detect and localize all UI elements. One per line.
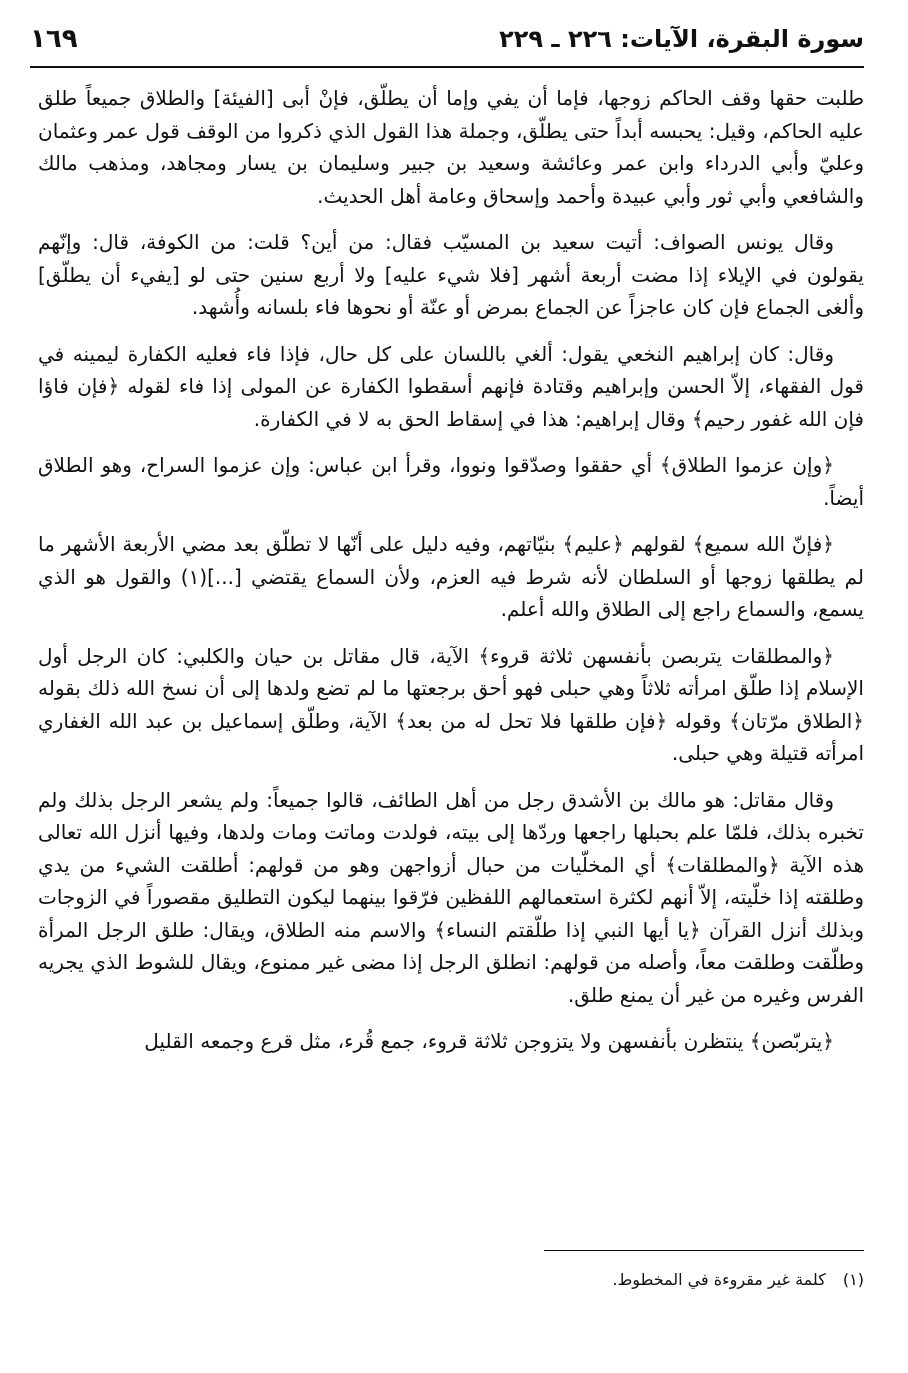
footnote [200,1268,864,1292]
page-body [38,82,864,1058]
paragraph: وقال مقاتل: هو مالك بن الأشدق رجل من أهل الطائف، قالوا جميعاً: ولم يشعر الرجل بذلك ولم تخبره بذلك، فلمّا علم بحبلها راجعها وردّها إلى بيته، فولدت وماتت ومات ولدها، وفيها أنزل الله تعالى هذه الآية ﴿والمطلقات﴾ أي المخلّيات من حبال أزواجهن وهو من قولهم: أطلقت الشيء من يدي وطلقته إذا خلّيته، إلاّ أنهم لكثرة استعمالهم اللفظين فرّقوا بينهما ليكون التطليق مقصوراً في الزوجات وبذلك أنزل القرآن ﴿يا أيها النبي إذا طلّقتم النساء﴾ والاسم منه الطلاق، ويقال: طلق الرجل المرأة وطلّقت وطلقت معاً، وأصله من قولهم: انطلق الرجل إذا مضى غير ممنوع، ويقال للشوط الذي يجريه الفرس وغيره من غير أن يمنع طلق. [38,787,864,1007]
paragraph: طلبت حقها وقف الحاكم زوجها، فإما أن يفي وإما أن يطلّق، فإنْ أبى [الفيئة] والطلاق جميعاً طلق عليه الحاكم، وقيل: يحبسه أبداً حتى يطلّق، وجملة هذا القول الذي ذكروا من الوقف قول عمر وعثمان وعليّ وأبي الدرداء وابن عمر وعائشة وسعيد بن جبير وسليمان بن يسار ومجاهد، ومذهب مالك والشافعي وأبي ثور وأبي عبيدة وأحمد وإسحاق وعامة أهل الحديث. [38,86,864,208]
page-number: ١٦٩ [30,24,78,54]
page-header [30,14,864,64]
header-divider [30,66,864,68]
running-title: سورة البقرة، الآيات: ٢٢٦ ـ ٢٢٩ [499,25,864,53]
footnote-divider [544,1250,864,1251]
paragraph: وقال: كان إبراهيم النخعي يقول: ألغي باللسان على كل حال، فإذا فاء فعليه الكفارة ليمينه في قول الفقهاء، إلاّ الحسن وإبراهيم وقتادة فإنهم أسقطوا الكفارة عن المولى إذا فاء لقوله ﴿فإن فاؤا فإن الله غفور رحيم﴾ وقال إبراهيم: هذا في إسقاط الحق به لا في الكفارة. [38,341,864,431]
footnote-text: كلمة غير مقروءة في المخطوط. [612,1270,826,1289]
paragraph: ﴿والمطلقات يتربصن بأنفسهن ثلاثة قروء﴾ الآية، قال مقاتل بن حيان والكلبي: كان الرجل أول الإسلام إذا طلّق امرأته ثلاثاً وهي حبلى فهو أحق برجعتها ما لم تضع ولدها إلى أن نسخ الله ذلك بقوله ﴿الطلاق مرّتان﴾ وقوله ﴿فإن طلقها فلا تحل له من بعد﴾ الآية، وطلّق إسماعيل بن عبد الله الغفاري امرأته قتيلة وهي حبلى. [38,643,864,765]
paragraph: ﴿وإن عزموا الطلاق﴾ أي حققوا وصدّقوا ونووا، وقرأ ابن عباس: وإن عزموا السراح، وهو الطلاق أيضاً. [38,453,864,510]
paragraph: وقال يونس الصواف: أتيت سعيد بن المسيّب فقال: من أين؟ قلت: من الكوفة، قال: وإنّهم يقولون في الإيلاء إذا مضت أربعة أشهر [فلا شيء عليه] ولا أربع سنين حتى لو [يفيء أن يطلّق] وألغى الجماع فإن كان عاجزاً عن الجماع بمرض أو عنّة أو نحوها فاء بلسانه وأُشهد. [38,230,864,319]
paragraph: ﴿فإنّ الله سميع﴾ لقولهم ﴿عليم﴾ بنيّاتهم، وفيه دليل على أنّها لا تطلّق بعد مضي الأربعة الأشهر ما لم يطلقها زوجها أو السلطان لأنه شرط فيه العزم، ولأن السماع يقتضي [...](١) والقول هو الذي يسمع، والسماع راجع إلى الطلاق والله أعلم. [38,532,864,621]
paragraph: ﴿يتربّصن﴾ ينتظرن بأنفسهن ولا يتزوجن ثلاثة قروء، جمع قُرء، مثل قرع وجمعه القليل [144,1029,834,1053]
footnote-marker: (١) [842,1270,864,1289]
